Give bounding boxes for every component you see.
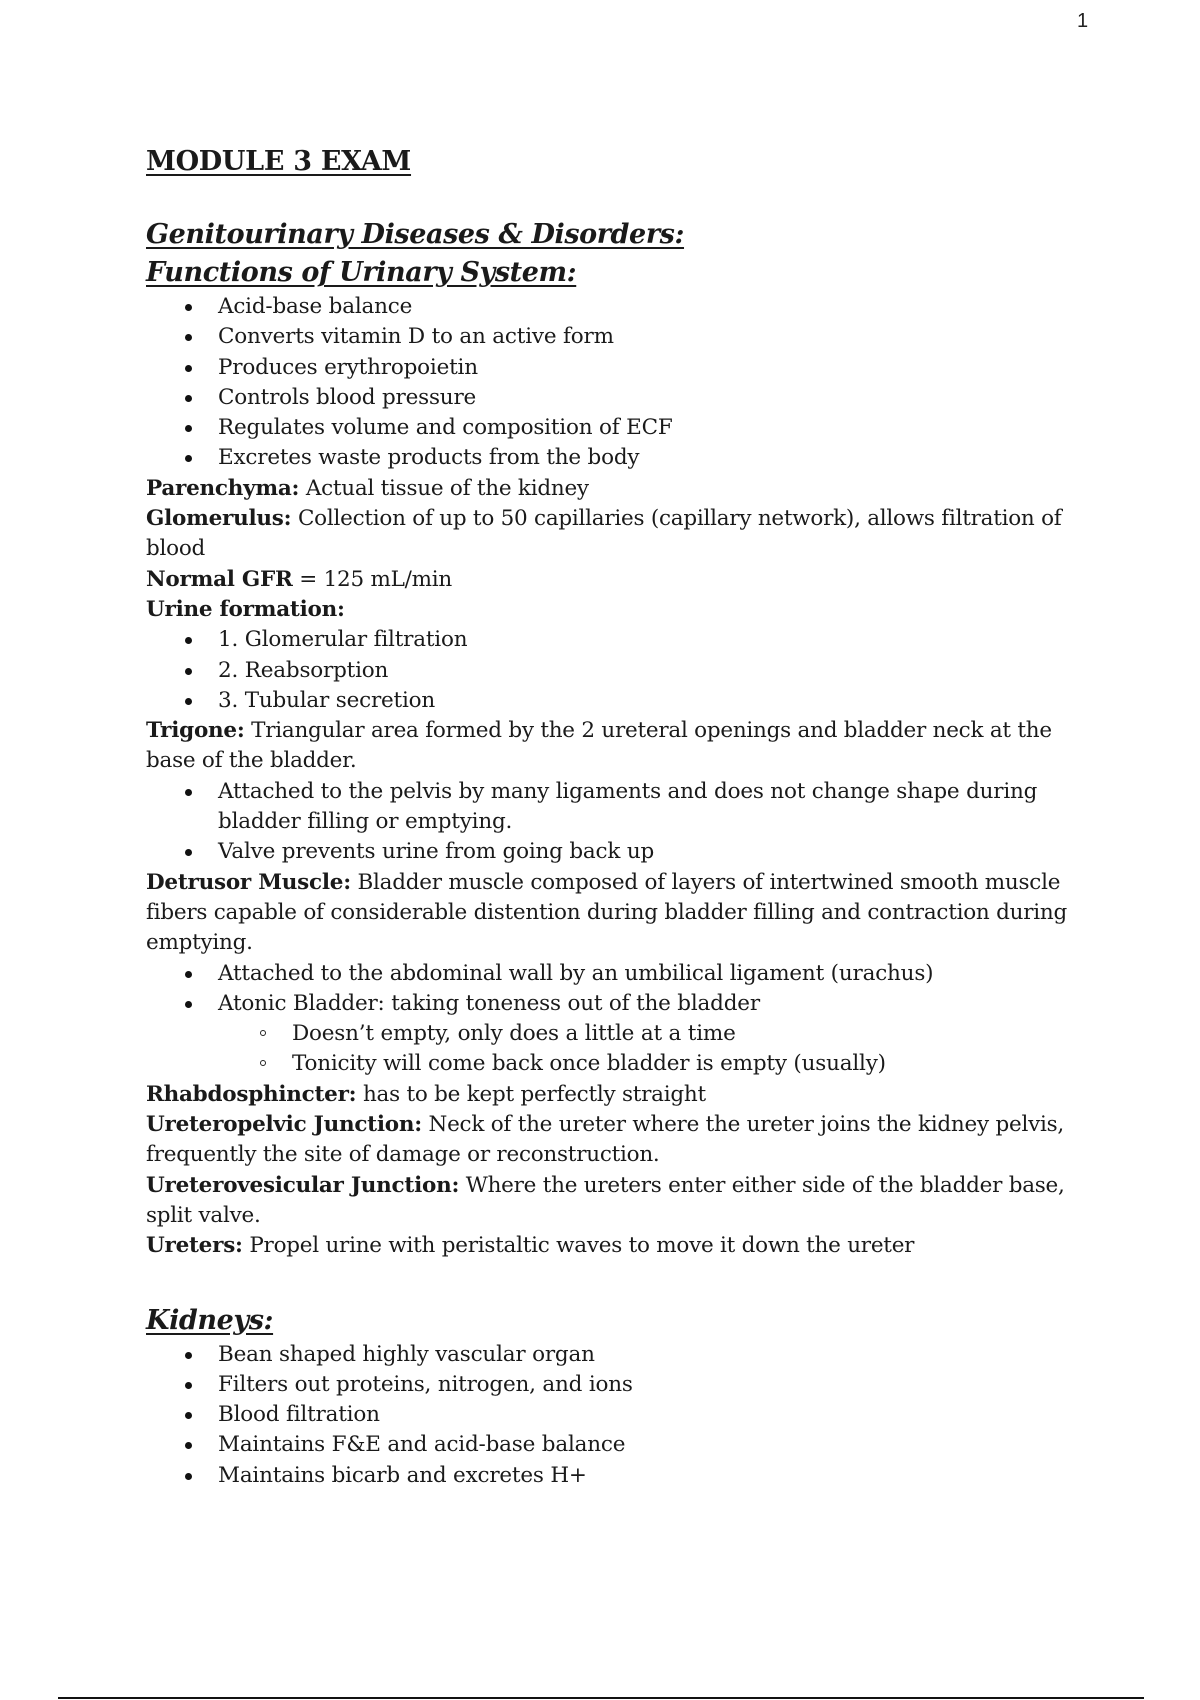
trigone-list: [146, 777, 1086, 868]
kidneys-list: [146, 1340, 1086, 1491]
definition-text: Propel urine with peristaltic waves to move it down the ureter: [242, 1233, 915, 1259]
document-body: [146, 140, 1086, 1491]
section-heading-functions: Functions of Urinary System:: [146, 257, 577, 288]
list-item: Maintains F&E and acid-base balance: [218, 1430, 1086, 1460]
sub-list-item: Tonicity will come back once bladder is empty (usually): [292, 1049, 1086, 1079]
term: Normal GFR: [146, 566, 293, 592]
list-item: 1. Glomerular filtration: [218, 625, 1086, 655]
definition-text: Where the ureters enter either side of the bladder base, split valve.: [146, 1172, 1065, 1228]
definition-trigone: [146, 716, 1086, 777]
spacer: [146, 184, 1086, 216]
list-item: 2. Reabsorption: [218, 656, 1086, 686]
definition-urine-formation: [146, 595, 1086, 625]
list-item-text: Atonic Bladder: taking toneness out of the bladder: [218, 990, 760, 1016]
definition-parenchyma: [146, 474, 1086, 504]
definition-text: Collection of up to 50 capillaries (capillary network), allows filtration of blood: [146, 506, 1062, 562]
list-item: Excretes waste products from the body: [218, 443, 1086, 473]
list-item: Bean shaped highly vascular organ: [218, 1340, 1086, 1370]
detrusor-list: [146, 959, 1086, 1080]
definition-glomerulus: [146, 504, 1086, 565]
atonic-bladder-sublist: [218, 1019, 1086, 1080]
definition-text: has to be kept perfectly straight: [356, 1081, 706, 1107]
definition-ureters: [146, 1231, 1086, 1261]
list-item: Converts vitamin D to an active form: [218, 322, 1086, 352]
definition-detrusor: [146, 868, 1086, 959]
term: Glomerulus:: [146, 506, 292, 532]
definition-text: Triangular area formed by the 2 ureteral openings and bladder neck at the base of the bladder.: [146, 718, 1052, 774]
list-item: Produces erythropoietin: [218, 353, 1086, 383]
list-item: Controls blood pressure: [218, 383, 1086, 413]
term: Parenchyma:: [146, 475, 300, 501]
definition-ureterovesicular-junction: [146, 1171, 1086, 1232]
term: Ureters:: [146, 1233, 243, 1259]
term: Ureterovesicular Junction:: [146, 1172, 460, 1198]
spacer: [146, 1262, 1086, 1302]
footer-divider: [58, 1697, 1144, 1699]
page-number: 1: [1077, 10, 1089, 32]
section-heading-kidneys: Kidneys:: [146, 1304, 274, 1336]
list-item: Filters out proteins, nitrogen, and ions: [218, 1370, 1086, 1400]
section-heading-genitourinary: Genitourinary Diseases & Disorders:: [146, 219, 685, 250]
list-item: Attached to the abdominal wall by an umbilical ligament (urachus): [218, 959, 1086, 989]
list-item: Blood filtration: [218, 1400, 1086, 1430]
definition-text: Neck of the ureter where the ureter joins the kidney pelvis, frequently the site of damage or reconstruction.: [146, 1112, 1064, 1168]
term: Trigone:: [146, 718, 245, 744]
list-item: Attached to the pelvis by many ligaments and does not change shape during bladder filling or emptying.: [218, 777, 1086, 838]
term: Urine formation:: [146, 596, 345, 622]
definition-text: Actual tissue of the kidney: [299, 475, 589, 501]
definition-text: Bladder muscle composed of layers of intertwined smooth muscle fibers capable of considerable distention during bladder filling and contraction during emptying.: [146, 869, 1067, 956]
definition-rhabdosphincter: [146, 1080, 1086, 1110]
list-item: Maintains bicarb and excretes H+: [218, 1461, 1086, 1491]
urine-formation-list: [146, 625, 1086, 716]
term: Detrusor Muscle:: [146, 869, 351, 895]
sub-list-item: Doesn’t empty, only does a little at a time: [292, 1019, 1086, 1049]
term: Rhabdosphincter:: [146, 1081, 357, 1107]
definition-gfr: [146, 565, 1086, 595]
term: Ureteropelvic Junction:: [146, 1112, 422, 1138]
functions-list: [146, 292, 1086, 474]
definition-ureteropelvic-junction: [146, 1110, 1086, 1171]
list-item: 3. Tubular secretion: [218, 686, 1086, 716]
list-item: [218, 989, 1086, 1080]
list-item: Valve prevents urine from going back up: [218, 837, 1086, 867]
list-item: Regulates volume and composition of ECF: [218, 413, 1086, 443]
definition-text: = 125 mL/min: [292, 566, 452, 592]
page-title: MODULE 3 EXAM: [146, 146, 412, 177]
list-item: Acid-base balance: [218, 292, 1086, 322]
